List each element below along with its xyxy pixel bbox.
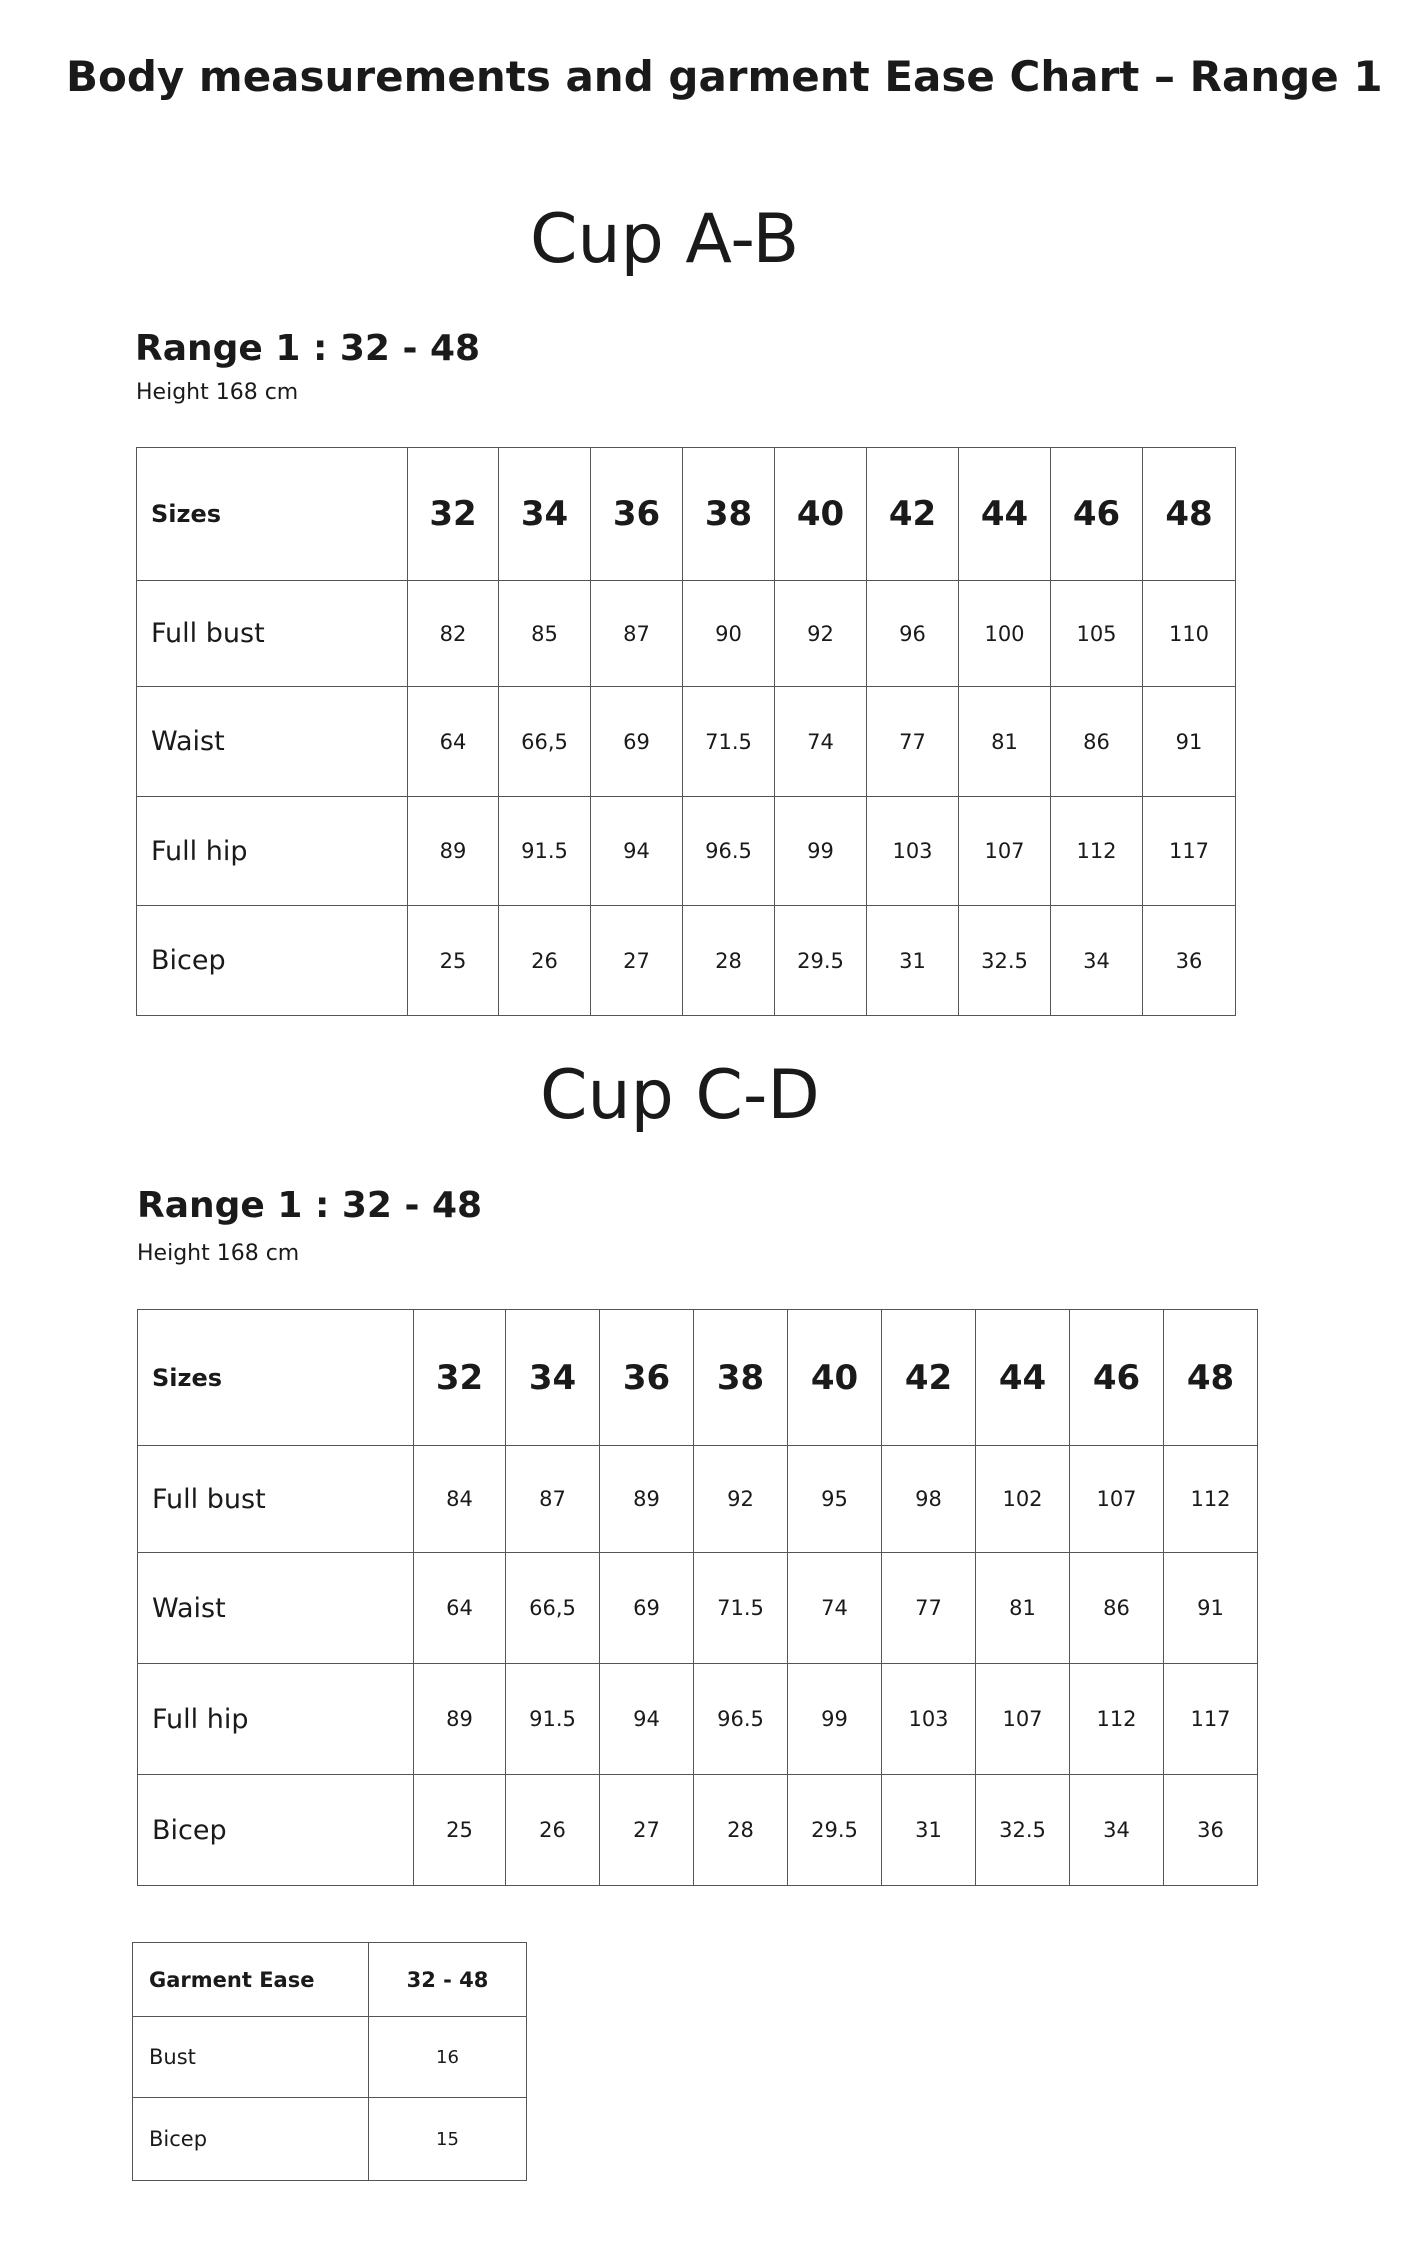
table-cell: 27 bbox=[591, 906, 683, 1016]
table-cell: 91 bbox=[1143, 687, 1236, 797]
row-label: Full bust bbox=[137, 581, 408, 687]
table-cell: 102 bbox=[976, 1446, 1070, 1553]
table-cell: 92 bbox=[775, 581, 867, 687]
cup-ab-title: Cup A-B bbox=[530, 200, 800, 279]
table-cell: 103 bbox=[882, 1664, 976, 1775]
size-header-cell: 32 bbox=[408, 448, 499, 581]
table-cell: 69 bbox=[591, 687, 683, 797]
table-cell: 32.5 bbox=[976, 1775, 1070, 1886]
garment-ease-header-label: Garment Ease bbox=[133, 1943, 369, 2017]
row-label: Bicep bbox=[133, 2098, 369, 2181]
table-row bbox=[138, 1664, 1258, 1775]
table-cell: 91.5 bbox=[499, 797, 591, 906]
table-cell: 31 bbox=[882, 1775, 976, 1886]
table-row bbox=[138, 1446, 1258, 1553]
table-cell: 26 bbox=[506, 1775, 600, 1886]
size-header-cell: 42 bbox=[882, 1310, 976, 1446]
table-cell: 105 bbox=[1051, 581, 1143, 687]
row-label: Full bust bbox=[138, 1446, 414, 1553]
table-cell: 84 bbox=[414, 1446, 506, 1553]
table-cell: 112 bbox=[1164, 1446, 1258, 1553]
table-cell: 25 bbox=[408, 906, 499, 1016]
sizes-header-label: Sizes bbox=[137, 448, 408, 581]
table-cell: 32.5 bbox=[959, 906, 1051, 1016]
size-header-cell: 38 bbox=[683, 448, 775, 581]
table-cell: 107 bbox=[976, 1664, 1070, 1775]
page-title: Body measurements and garment Ease Chart – Range 1 bbox=[66, 52, 1383, 101]
garment-ease-table bbox=[132, 1942, 527, 2181]
size-header-cell: 48 bbox=[1164, 1310, 1258, 1446]
row-label: Waist bbox=[137, 687, 408, 797]
table-cell: 99 bbox=[788, 1664, 882, 1775]
table-cell: 77 bbox=[867, 687, 959, 797]
size-header-cell: 42 bbox=[867, 448, 959, 581]
table-cell: 94 bbox=[600, 1664, 694, 1775]
table-cell: 86 bbox=[1070, 1553, 1164, 1664]
row-label: Bust bbox=[133, 2017, 369, 2098]
size-header-cell: 46 bbox=[1051, 448, 1143, 581]
row-label: Bicep bbox=[138, 1775, 414, 1886]
table-cell: 98 bbox=[882, 1446, 976, 1553]
size-header-cell: 32 bbox=[414, 1310, 506, 1446]
table-row bbox=[137, 581, 1236, 687]
table-cell: 87 bbox=[506, 1446, 600, 1553]
table-cell: 112 bbox=[1051, 797, 1143, 906]
table-cell: 89 bbox=[414, 1664, 506, 1775]
size-header-cell: 44 bbox=[976, 1310, 1070, 1446]
row-label: Bicep bbox=[137, 906, 408, 1016]
table-cell: 117 bbox=[1143, 797, 1236, 906]
table-cell: 34 bbox=[1051, 906, 1143, 1016]
table-row bbox=[137, 797, 1236, 906]
size-header-cell: 34 bbox=[499, 448, 591, 581]
cup-ab-height-note: Height 168 cm bbox=[136, 380, 299, 405]
table-cell: 34 bbox=[1070, 1775, 1164, 1886]
table-cell: 36 bbox=[1164, 1775, 1258, 1886]
table-cell: 91 bbox=[1164, 1553, 1258, 1664]
table-cell: 16 bbox=[369, 2017, 527, 2098]
table-cell: 15 bbox=[369, 2098, 527, 2181]
cup-cd-height-note: Height 168 cm bbox=[137, 1241, 300, 1266]
row-label: Full hip bbox=[138, 1664, 414, 1775]
row-label: Waist bbox=[138, 1553, 414, 1664]
cup-cd-range-title: Range 1 : 32 - 48 bbox=[137, 1185, 483, 1226]
table-cell: 28 bbox=[694, 1775, 788, 1886]
size-header-cell: 48 bbox=[1143, 448, 1236, 581]
table-cell: 29.5 bbox=[775, 906, 867, 1016]
size-header-cell: 38 bbox=[694, 1310, 788, 1446]
table-cell: 31 bbox=[867, 906, 959, 1016]
size-header-cell: 34 bbox=[506, 1310, 600, 1446]
table-cell: 94 bbox=[591, 797, 683, 906]
table-cell: 64 bbox=[414, 1553, 506, 1664]
table-row bbox=[138, 1775, 1258, 1886]
cup-cd-size-table bbox=[137, 1309, 1258, 1886]
table-cell: 112 bbox=[1070, 1664, 1164, 1775]
table-cell: 25 bbox=[414, 1775, 506, 1886]
table-cell: 29.5 bbox=[788, 1775, 882, 1886]
size-header-row bbox=[138, 1310, 1258, 1446]
ease-header-row bbox=[133, 1943, 527, 2017]
cup-ab-size-table bbox=[136, 447, 1236, 1016]
sizes-header-label: Sizes bbox=[138, 1310, 414, 1446]
table-row bbox=[137, 687, 1236, 797]
table-cell: 91.5 bbox=[506, 1664, 600, 1775]
table-cell: 85 bbox=[499, 581, 591, 687]
row-label: Full hip bbox=[137, 797, 408, 906]
table-cell: 71.5 bbox=[683, 687, 775, 797]
ease-range-header: 32 - 48 bbox=[369, 1943, 527, 2017]
table-cell: 87 bbox=[591, 581, 683, 687]
table-cell: 74 bbox=[788, 1553, 882, 1664]
table-cell: 96.5 bbox=[683, 797, 775, 906]
table-cell: 117 bbox=[1164, 1664, 1258, 1775]
table-cell: 86 bbox=[1051, 687, 1143, 797]
table-cell: 66,5 bbox=[499, 687, 591, 797]
size-header-cell: 36 bbox=[591, 448, 683, 581]
table-cell: 66,5 bbox=[506, 1553, 600, 1664]
table-row bbox=[133, 2098, 527, 2181]
table-cell: 28 bbox=[683, 906, 775, 1016]
table-cell: 89 bbox=[408, 797, 499, 906]
table-cell: 69 bbox=[600, 1553, 694, 1664]
size-header-cell: 40 bbox=[788, 1310, 882, 1446]
table-cell: 89 bbox=[600, 1446, 694, 1553]
table-cell: 110 bbox=[1143, 581, 1236, 687]
cup-cd-title: Cup C-D bbox=[540, 1056, 820, 1135]
table-row bbox=[138, 1553, 1258, 1664]
table-cell: 71.5 bbox=[694, 1553, 788, 1664]
table-cell: 81 bbox=[959, 687, 1051, 797]
table-cell: 36 bbox=[1143, 906, 1236, 1016]
table-row bbox=[133, 2017, 527, 2098]
table-cell: 107 bbox=[1070, 1446, 1164, 1553]
table-cell: 103 bbox=[867, 797, 959, 906]
table-cell: 96.5 bbox=[694, 1664, 788, 1775]
size-header-cell: 46 bbox=[1070, 1310, 1164, 1446]
size-header-cell: 44 bbox=[959, 448, 1051, 581]
table-cell: 96 bbox=[867, 581, 959, 687]
table-cell: 27 bbox=[600, 1775, 694, 1886]
table-cell: 107 bbox=[959, 797, 1051, 906]
size-header-cell: 40 bbox=[775, 448, 867, 581]
table-cell: 77 bbox=[882, 1553, 976, 1664]
size-header-row bbox=[137, 448, 1236, 581]
table-cell: 82 bbox=[408, 581, 499, 687]
table-cell: 74 bbox=[775, 687, 867, 797]
table-cell: 81 bbox=[976, 1553, 1070, 1664]
table-cell: 99 bbox=[775, 797, 867, 906]
table-cell: 100 bbox=[959, 581, 1051, 687]
table-cell: 26 bbox=[499, 906, 591, 1016]
size-header-cell: 36 bbox=[600, 1310, 694, 1446]
cup-ab-range-title: Range 1 : 32 - 48 bbox=[135, 328, 481, 369]
table-cell: 64 bbox=[408, 687, 499, 797]
table-row bbox=[137, 906, 1236, 1016]
table-cell: 92 bbox=[694, 1446, 788, 1553]
table-cell: 90 bbox=[683, 581, 775, 687]
table-cell: 95 bbox=[788, 1446, 882, 1553]
